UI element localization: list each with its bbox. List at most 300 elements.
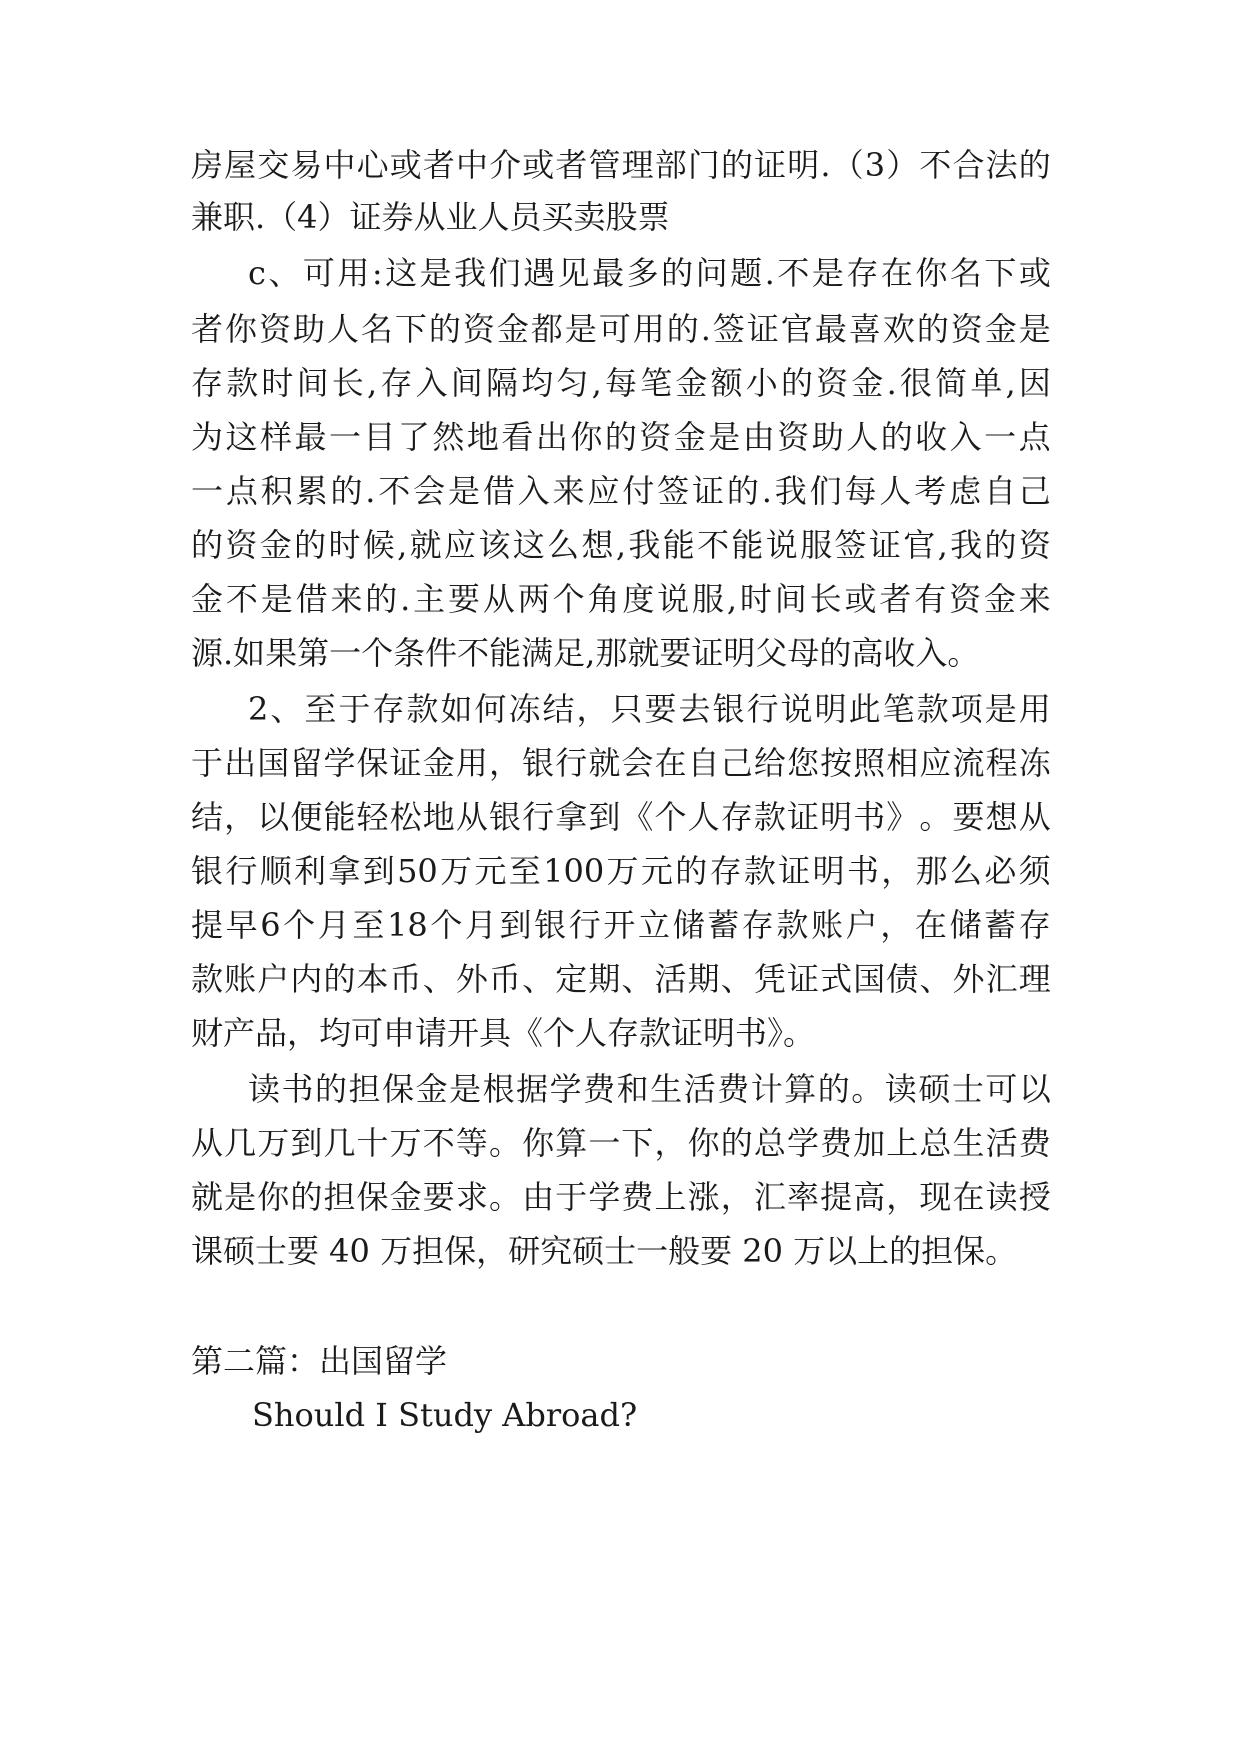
glyph: 根 <box>482 1070 515 1108</box>
glyph: 按 <box>820 744 853 782</box>
glyph: 顺 <box>259 852 292 890</box>
glyph: 明 <box>812 852 845 890</box>
glyph: 活 <box>654 960 687 998</box>
glyph: 合 <box>952 146 985 184</box>
glyph: 我 <box>454 254 487 292</box>
glyph: 间 <box>450 364 483 402</box>
glyph: 行 <box>555 744 588 782</box>
glyph: 此 <box>848 690 881 728</box>
glyph: ， <box>880 906 913 944</box>
glyph: 和 <box>616 1070 649 1108</box>
glyph: 自 <box>983 472 1016 510</box>
glyph: 是 <box>984 690 1017 728</box>
glyph: 多 <box>626 254 659 292</box>
glyph: 在 <box>952 1178 985 1216</box>
glyph: 就 <box>409 526 442 564</box>
glyph: 以 <box>257 798 290 836</box>
glyph: 至 <box>352 906 385 944</box>
glyph: 证 <box>786 798 819 836</box>
paragraph-line <box>0 1113 1241 1173</box>
glyph: 你 <box>915 254 948 292</box>
glyph: 你 <box>687 1124 720 1162</box>
glyph: 提 <box>820 1178 853 1216</box>
glyph: 行 <box>568 906 601 944</box>
paragraph-line <box>0 949 1241 1009</box>
paragraph-first-line <box>248 1059 1051 1119</box>
glyph: 拿 <box>555 798 588 836</box>
paragraph-line <box>0 299 1241 359</box>
glyph: 人 <box>326 310 359 348</box>
paragraph-line <box>0 895 1241 955</box>
glyph: 是 <box>449 1070 482 1108</box>
glyph: , <box>397 526 408 564</box>
glyph: 说 <box>657 580 690 618</box>
glyph: 候 <box>362 526 395 564</box>
glyph: 或 <box>844 580 877 618</box>
glyph: 证 <box>692 472 725 510</box>
paragraph-line <box>0 407 1241 467</box>
glyph: 万 <box>606 852 639 890</box>
glyph: 的 <box>604 418 637 456</box>
glyph: 证 <box>778 852 811 890</box>
glyph: 人 <box>846 418 879 456</box>
glyph: 者 <box>879 580 912 618</box>
glyph: 汇 <box>985 960 1018 998</box>
glyph: 角 <box>587 580 620 618</box>
glyph: 这 <box>225 418 258 456</box>
paragraph-line-text <box>191 299 1051 359</box>
glyph: 、 <box>422 960 455 998</box>
glyph: 每 <box>604 364 637 402</box>
glyph: 时 <box>739 580 772 618</box>
glyph: 上 <box>654 1178 687 1216</box>
glyph: 的 <box>1018 146 1051 184</box>
glyph: 算 <box>555 1124 588 1162</box>
paragraph-line-text <box>248 243 1051 303</box>
glyph: 金 <box>259 526 292 564</box>
glyph: 硕 <box>918 1070 951 1108</box>
glyph: 金 <box>673 418 706 456</box>
glyph: 保 <box>382 1070 415 1108</box>
glyph: 入 <box>517 472 550 510</box>
glyph: 了 <box>397 418 430 456</box>
glyph: 的 <box>721 146 754 184</box>
glyph: 来 <box>552 472 585 510</box>
glyph: 币 <box>389 960 422 998</box>
glyph: 主 <box>413 580 446 618</box>
glyph: 易 <box>290 146 323 184</box>
glyph: 、 <box>720 960 753 998</box>
glyph: 入 <box>949 418 982 456</box>
glyph: 就 <box>191 1178 224 1216</box>
glyph: 》 <box>886 798 919 836</box>
glyph: 、 <box>270 690 303 728</box>
glyph: 不 <box>919 146 952 184</box>
glyph: 中 <box>323 146 356 184</box>
glyph: 涨 <box>687 1178 720 1216</box>
glyph: 银 <box>534 906 567 944</box>
glyph: 50 <box>397 852 438 890</box>
glyph: 债 <box>886 960 919 998</box>
glyph: 喜 <box>848 310 881 348</box>
glyph: . <box>761 472 772 510</box>
glyph: 款 <box>191 960 224 998</box>
glyph: 然 <box>432 418 465 456</box>
glyph: 去 <box>678 690 711 728</box>
glyph: 内 <box>290 960 323 998</box>
glyph: 存 <box>380 364 413 402</box>
glyph: , <box>591 364 602 402</box>
glyph: 书 <box>281 1070 314 1108</box>
glyph: 必 <box>984 852 1017 890</box>
glyph: 在 <box>914 906 947 944</box>
glyph: 总 <box>753 1124 786 1162</box>
glyph: 式 <box>820 960 853 998</box>
glyph: 轻 <box>356 798 389 836</box>
paragraph-line-text <box>191 353 1051 413</box>
glyph: 用 <box>455 744 488 782</box>
glyph: 房 <box>191 146 224 184</box>
glyph: 下 <box>394 310 427 348</box>
glyph: 外 <box>455 960 488 998</box>
glyph: 点 <box>1018 418 1051 456</box>
paragraph-line-text <box>191 1113 1051 1173</box>
glyph: 款 <box>226 364 259 402</box>
glyph: 时 <box>261 364 294 402</box>
glyph: 官 <box>780 310 813 348</box>
glyph: 18 <box>387 906 428 944</box>
paragraph-line <box>0 1167 1241 1227</box>
glyph: 、 <box>522 960 555 998</box>
glyph: 额 <box>710 364 743 402</box>
glyph: 要 <box>448 580 481 618</box>
paragraph-line-text <box>191 949 1051 1009</box>
glyph: 用 <box>632 310 665 348</box>
glyph: 因 <box>1018 364 1051 402</box>
glyph: 学 <box>549 1070 582 1108</box>
glyph: 人 <box>879 472 912 510</box>
glyph: ， <box>720 1178 753 1216</box>
glyph: 的 <box>661 254 694 292</box>
glyph: 理 <box>621 146 654 184</box>
glyph: 是 <box>224 1178 257 1216</box>
glyph: 借 <box>482 472 515 510</box>
glyph: 蓄 <box>984 906 1017 944</box>
glyph: 理 <box>1018 960 1051 998</box>
glyph: 款 <box>916 690 949 728</box>
glyph: 的 <box>290 1178 323 1216</box>
glyph: 是 <box>1018 310 1051 348</box>
glyph: 储 <box>949 906 982 944</box>
glyph: 收 <box>915 418 948 456</box>
glyph: 到 <box>362 852 395 890</box>
glyph: 2 <box>248 690 269 728</box>
glyph: 、 <box>919 960 952 998</box>
glyph: 想 <box>581 526 614 564</box>
glyph: 时 <box>328 526 361 564</box>
glyph: 目 <box>363 418 396 456</box>
glyph: 资 <box>816 364 849 402</box>
glyph: 存 <box>1018 906 1051 944</box>
glyph: 万 <box>257 1124 290 1162</box>
glyph: 法 <box>985 146 1018 184</box>
glyph: 隔 <box>485 364 518 402</box>
glyph: . <box>400 580 411 618</box>
glyph: 书 <box>853 798 886 836</box>
glyph: 资 <box>1018 526 1051 564</box>
glyph: 率 <box>786 1178 819 1216</box>
glyph: 保 <box>356 744 389 782</box>
glyph: 存 <box>372 690 405 728</box>
glyph: 签 <box>657 472 690 510</box>
glyph: 拿 <box>328 852 361 890</box>
glyph: 每 <box>844 472 877 510</box>
glyph: , <box>367 364 378 402</box>
glyph: 授 <box>1018 1178 1051 1216</box>
glyph: ， <box>881 852 914 890</box>
glyph: 间 <box>774 580 807 618</box>
glyph: 。 <box>488 1178 521 1216</box>
glyph: 金 <box>984 310 1017 348</box>
glyph: 来 <box>330 580 363 618</box>
glyph: 活 <box>683 1070 716 1108</box>
glyph: 者 <box>191 310 224 348</box>
paragraph-line-text <box>191 135 1051 195</box>
glyph: 万 <box>389 1124 422 1162</box>
glyph: 用 <box>337 254 370 292</box>
glyph: 为 <box>191 418 224 456</box>
glyph: 资 <box>777 418 810 456</box>
glyph: 的 <box>323 960 356 998</box>
glyph: 积 <box>260 472 293 510</box>
glyph: 款 <box>753 798 786 836</box>
glyph: 样 <box>259 418 292 456</box>
glyph: 金 <box>675 364 708 402</box>
glyph: 看 <box>501 418 534 456</box>
glyph: 早 <box>225 906 258 944</box>
paragraph-line <box>0 733 1241 793</box>
glyph: 期 <box>588 960 621 998</box>
glyph: 管 <box>588 146 621 184</box>
glyph: 要 <box>644 690 677 728</box>
glyph: 于 <box>555 1178 588 1216</box>
glyph: 活 <box>985 1124 1018 1162</box>
glyph: 国 <box>257 744 290 782</box>
glyph: 度 <box>622 580 655 618</box>
glyph: 是 <box>811 254 844 292</box>
glyph: 可 <box>598 310 631 348</box>
glyph: 款 <box>743 852 776 890</box>
glyph: 学 <box>323 744 356 782</box>
glyph: 么 <box>949 852 982 890</box>
glyph: 都 <box>530 310 563 348</box>
glyph: 3 <box>864 146 886 184</box>
glyph: 款 <box>406 690 439 728</box>
glyph: ， <box>654 1124 687 1162</box>
glyph: 门 <box>687 146 720 184</box>
glyph: 是 <box>419 254 452 292</box>
glyph: 松 <box>389 798 422 836</box>
paragraph-line <box>0 461 1241 521</box>
glyph: 等 <box>455 1124 488 1162</box>
glyph: , <box>726 580 738 618</box>
paragraph-line: 课硕士要 40 万担保，研究硕士一般要 20 万以上的担保。 <box>191 1232 1018 1270</box>
glyph: 学 <box>786 1124 819 1162</box>
glyph: 交 <box>257 146 290 184</box>
glyph: （ <box>831 146 864 184</box>
glyph: 题 <box>730 254 763 292</box>
glyph: 服 <box>800 526 833 564</box>
glyph: 费 <box>583 1070 616 1108</box>
glyph: 欢 <box>882 310 915 348</box>
glyph: 几 <box>224 1124 257 1162</box>
glyph: 担 <box>348 1070 381 1108</box>
glyph: 户 <box>257 960 290 998</box>
glyph: 《 <box>621 798 654 836</box>
glyph: 项 <box>950 690 983 728</box>
glyph: 生 <box>952 1124 985 1162</box>
glyph: 金 <box>415 1070 448 1108</box>
glyph: , <box>937 526 948 564</box>
glyph: 一 <box>984 418 1017 456</box>
paragraph-line-text <box>248 1059 1051 1119</box>
glyph: 冻 <box>508 690 541 728</box>
glyph: 金 <box>496 310 529 348</box>
glyph: 明 <box>814 690 847 728</box>
glyph: 开 <box>603 906 636 944</box>
paragraph-line-text <box>191 569 1051 629</box>
glyph: 至 <box>304 690 337 728</box>
glyph: 小 <box>745 364 778 402</box>
glyph: 从 <box>191 1124 224 1162</box>
glyph: 就 <box>588 744 621 782</box>
glyph: 下 <box>984 254 1017 292</box>
glyph: 该 <box>478 526 511 564</box>
glyph: 行 <box>746 690 779 728</box>
glyph: 们 <box>488 254 521 292</box>
glyph: 或 <box>522 146 555 184</box>
glyph: 要 <box>422 1178 455 1216</box>
glyph: 金 <box>422 744 455 782</box>
glyph: 是 <box>564 310 597 348</box>
glyph: ） <box>886 146 919 184</box>
glyph: 照 <box>853 744 886 782</box>
glyph: 可 <box>302 254 335 292</box>
glyph: 是 <box>708 418 741 456</box>
glyph: 你 <box>522 1124 555 1162</box>
glyph: 或 <box>389 146 422 184</box>
glyph: 的 <box>666 310 699 348</box>
paragraph-line: 兼职.（4）证券从业人员买卖股票 <box>191 198 670 236</box>
glyph: 最 <box>294 418 327 456</box>
glyph: 自 <box>687 744 720 782</box>
glyph: 行 <box>225 852 258 890</box>
glyph: 应 <box>919 744 952 782</box>
glyph: . <box>365 472 376 510</box>
glyph: 加 <box>853 1124 886 1162</box>
glyph: 地 <box>466 418 499 456</box>
glyph: 最 <box>592 254 625 292</box>
glyph: 是 <box>448 472 481 510</box>
glyph: 币 <box>488 960 521 998</box>
glyph: 元 <box>474 852 507 890</box>
glyph: 服 <box>692 580 725 618</box>
glyph: 元 <box>640 852 673 890</box>
glyph: 士 <box>951 1070 984 1108</box>
glyph: 几 <box>323 1124 356 1162</box>
glyph: 应 <box>587 472 620 510</box>
glyph: 银 <box>712 690 745 728</box>
glyph: 那 <box>915 852 948 890</box>
glyph: 于 <box>191 744 224 782</box>
glyph: 问 <box>695 254 728 292</box>
glyph: 从 <box>1018 798 1051 836</box>
glyph: 下 <box>621 1124 654 1162</box>
glyph: 出 <box>535 418 568 456</box>
glyph: 你 <box>224 310 257 348</box>
glyph: 出 <box>224 744 257 782</box>
glyph: 储 <box>672 906 705 944</box>
glyph: 累 <box>295 472 328 510</box>
glyph: 程 <box>985 744 1018 782</box>
glyph: 、 <box>621 960 654 998</box>
glyph: 们 <box>809 472 842 510</box>
glyph: 名 <box>360 310 393 348</box>
paragraph-line: 财产品，均可申请开具《个人存款证明书》。 <box>191 1014 816 1052</box>
glyph: 明 <box>787 146 820 184</box>
glyph: 的 <box>817 1070 850 1108</box>
glyph: 可 <box>985 1070 1018 1108</box>
glyph: 己 <box>720 744 753 782</box>
glyph: 的 <box>315 1070 348 1108</box>
glyph: 利 <box>294 852 327 890</box>
glyph: 笔 <box>640 364 673 402</box>
glyph: 定 <box>555 960 588 998</box>
glyph: 我 <box>950 526 983 564</box>
glyph: 资 <box>462 310 495 348</box>
glyph: 么 <box>547 526 580 564</box>
glyph: 不 <box>378 472 411 510</box>
glyph: 长 <box>331 364 364 402</box>
glyph: 。 <box>488 1124 521 1162</box>
glyph: 冻 <box>1018 744 1051 782</box>
glyph: 很 <box>899 364 932 402</box>
glyph: 的 <box>294 526 327 564</box>
glyph: 资 <box>639 418 672 456</box>
glyph: 的 <box>984 526 1017 564</box>
glyph: 会 <box>621 744 654 782</box>
glyph: 由 <box>522 1178 555 1216</box>
section-heading: 第二篇：出国留学 <box>191 1342 448 1380</box>
glyph: . <box>700 310 711 348</box>
paragraph-line <box>0 135 1241 195</box>
glyph: 保 <box>356 1178 389 1216</box>
glyph: 提 <box>191 906 224 944</box>
glyph: 读 <box>985 1178 1018 1216</box>
paragraph-line-text <box>191 407 1051 467</box>
glyph: 说 <box>765 526 798 564</box>
glyph: 金 <box>191 580 224 618</box>
glyph: 不 <box>422 1124 455 1162</box>
glyph: 。 <box>851 1070 884 1108</box>
glyph: 费 <box>1018 1124 1051 1162</box>
glyph: 间 <box>296 364 329 402</box>
glyph: 证 <box>754 146 787 184</box>
glyph: 账 <box>811 906 844 944</box>
glyph: 须 <box>1018 852 1051 890</box>
english-heading: Should I Study Abroad? <box>252 1396 638 1434</box>
paragraph-line-text <box>191 895 1051 955</box>
